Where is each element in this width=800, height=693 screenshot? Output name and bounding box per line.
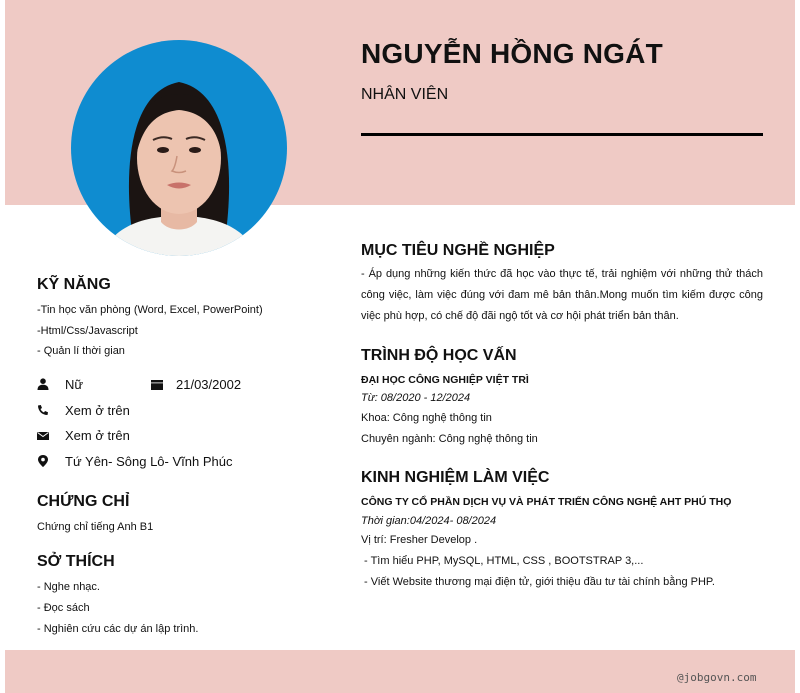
certificate-item: Chứng chỉ tiếng Anh B1: [37, 521, 154, 533]
education-major: Chuyên ngành: Công nghệ thông tin: [361, 433, 538, 445]
location-icon: [37, 455, 49, 467]
education-period: Từ: 08/2020 - 12/2024: [361, 392, 471, 404]
skill-item: - Quản lí thời gian: [37, 345, 125, 357]
birthday-value: 21/03/2002: [176, 377, 242, 392]
mail-icon: [37, 430, 49, 442]
experience-item: - Viết Website thương mại điện tử, giới thiệu đầu tư tài chính bằng PHP.: [361, 576, 715, 588]
objective-text: - Áp dụng những kiến thức đã học vào thực tế, trải nghiệm với những thử thách công việc, làm việc đúng với đam mê bản thân.Mong muốn tìm kiếm được công việc phù hợp, có chế độ đãi ngộ tốt và cơ hội phát triển bản thân.: [361, 268, 763, 322]
candidate-name: NGUYỄN HỒNG NGÁT: [361, 38, 663, 69]
certificates-title: CHỨNG CHỈ: [37, 493, 130, 510]
experience-title: KINH NGHIỆM LÀM VIỆC: [361, 469, 550, 486]
address-value: Tứ Yên- Sông Lô- Vĩnh Phúc: [65, 454, 233, 469]
experience-position: Vị trí: Fresher Develop .: [361, 534, 478, 546]
hobbies-title: SỞ THÍCH: [37, 553, 115, 570]
school-name: ĐẠI HỌC CÔNG NGHIỆP VIỆT TRÌ: [361, 374, 529, 386]
header-divider: [361, 133, 763, 136]
avatar: [71, 40, 287, 256]
skill-item: -Html/Css/Javascript: [37, 325, 138, 337]
person-icon: [37, 378, 49, 390]
education-faculty: Khoa: Công nghệ thông tin: [361, 412, 492, 424]
hobby-item: - Đọc sách: [37, 602, 90, 614]
experience-item: - Tìm hiểu PHP, MySQL, HTML, CSS , BOOTSTRAP 3,...: [361, 555, 644, 567]
hobby-item: - Nghiên cứu các dự án lập trình.: [37, 623, 199, 635]
objective-title: MỤC TIÊU NGHỀ NGHIỆP: [361, 242, 555, 259]
gender-value: Nữ: [65, 377, 84, 392]
skill-item: -Tin học văn phòng (Word, Excel, PowerPoint): [37, 304, 263, 316]
experience-period: Thời gian:04/2024- 08/2024: [361, 515, 497, 527]
company-name: CÔNG TY CỔ PHẦN DỊCH VỤ VÀ PHÁT TRIỂN CÔNG NGHỆ AHT PHÚ THỌ: [361, 496, 732, 508]
phone-icon: [37, 404, 49, 416]
watermark: @jobgovn.com: [677, 671, 757, 684]
candidate-position: NHÂN VIÊN: [361, 86, 449, 103]
email-value: Xem ở trên: [65, 428, 130, 443]
phone-value: Xem ở trên: [65, 403, 130, 418]
calendar-icon: [151, 379, 163, 391]
skills-title: KỸ NĂNG: [37, 276, 111, 293]
hobby-item: - Nghe nhạc.: [37, 581, 100, 593]
education-title: TRÌNH ĐỘ HỌC VẤN: [361, 347, 517, 364]
